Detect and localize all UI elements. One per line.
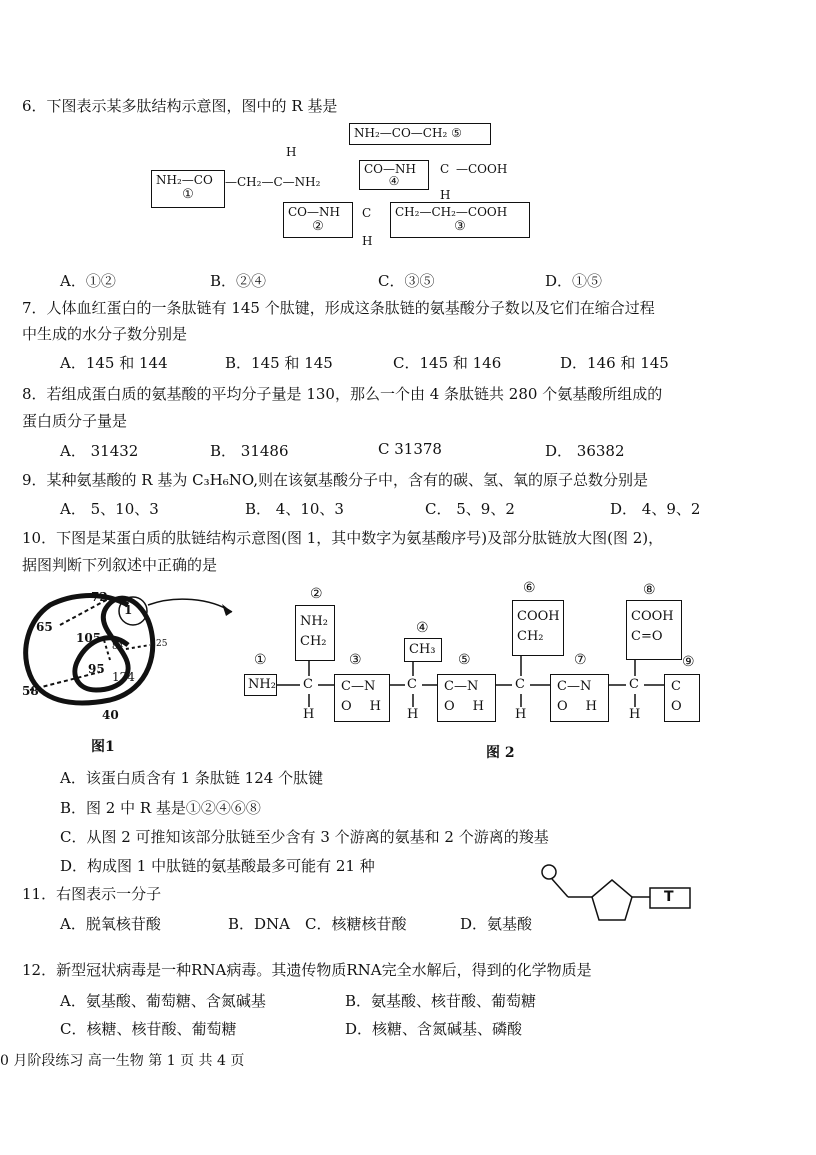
q11-pentose-ring — [592, 880, 632, 920]
q10-fig2-o-9: O — [671, 699, 682, 714]
q10-fig2-o-5: O — [444, 699, 473, 714]
q7-option-c[interactable]: C．145 和 146 — [393, 354, 502, 372]
q6-option-a[interactable]: A．①② — [60, 272, 116, 290]
q10-fig1-num-84: 84 — [112, 642, 124, 652]
q6-c-right: C — [440, 162, 450, 176]
q10-fig2-num-2: ② — [310, 586, 323, 602]
q10-fig2-h-3: H — [369, 699, 400, 714]
q9-option-a[interactable]: A． 5、10、3 — [60, 500, 159, 518]
q10-option-c[interactable]: C．从图 2 可推知该部分肽链至少含有 3 个游离的氨基和 2 个游离的羧基 — [60, 828, 549, 846]
q10-fig2-h-5: H — [472, 699, 503, 714]
q12-option-c[interactable]: C．核糖、核苷酸、葡萄糖 — [60, 1020, 237, 1038]
q9-stem: 9．某种氨基酸的 R 基为 C₃H₆NO,则在该氨基酸分子中，含有的碳、氢、氧的原子总数分别是 — [22, 471, 649, 489]
q10-fig2-peptide-box-5 — [437, 674, 503, 722]
q11-base-t-label: T — [664, 889, 674, 905]
q10-fig2-r2-ch2: CH₂ — [300, 634, 327, 649]
q10-option-a[interactable]: A．该蛋白质含有 1 条肽链 124 个肽键 — [60, 769, 324, 787]
q6-group-3-num: ③ — [454, 219, 466, 234]
q7-option-a[interactable]: A．145 和 144 — [60, 354, 168, 372]
q10-option-d[interactable]: D．构成图 1 中肽链的氨基酸最多可能有 21 种 — [60, 857, 375, 875]
q10-fig2-r8-co: C=O — [631, 629, 663, 644]
q10-fig1-arrow — [148, 599, 232, 612]
q10-fig2-h-3b: H — [515, 707, 527, 722]
q10-fig2-o-7: O — [557, 699, 586, 714]
q10-fig2-r-box-2 — [295, 605, 335, 661]
q6-group-2 — [283, 202, 353, 238]
q12-option-b[interactable]: B．氨基酸、核苷酸、葡萄糖 — [345, 992, 537, 1010]
q10-fig2-r8-cooh: COOH — [631, 609, 674, 624]
q6-c-mid: C — [362, 206, 372, 220]
q10-fig2-num-1: ① — [254, 652, 267, 668]
q8-option-b[interactable]: B． 31486 — [210, 442, 289, 460]
q10-fig2-cn-5: C—N — [444, 679, 479, 694]
q6-h-bottom: H — [362, 234, 373, 248]
q10-fig2-h-2: H — [407, 707, 419, 722]
q10-fig2-num-7: ⑦ — [574, 652, 587, 668]
q11-bond-phosphate — [552, 879, 568, 897]
q10-fig2-r6-ch2: CH₂ — [517, 629, 544, 644]
q6-chain-1: —CH₂—C—NH₂ — [225, 175, 321, 189]
q8-stem-line1: 8．若组成蛋白质的氨基酸的平均分子量是 130，那么一个由 4 条肽链共 280 个氨基酸所组成的 — [22, 385, 663, 403]
q10-fig2-c-9: C — [671, 679, 681, 694]
q8-stem-line2: 蛋白质分子量是 — [22, 412, 128, 430]
q10-fig1-num-40: 40 — [102, 708, 119, 722]
q11-option-d[interactable]: D．氨基酸 — [460, 915, 533, 933]
q10-fig2-num-4: ④ — [416, 620, 429, 636]
q10-fig1-chain-curve — [26, 596, 153, 703]
q6-group-2-text: CO—NH — [288, 205, 340, 219]
q12-stem: 12．新型冠状病毒是一种RNA病毒。其遗传物质RNA完全水解后，得到的化学物质是 — [22, 961, 592, 979]
q10-fig2-h-7: H — [585, 699, 616, 714]
q10-fig1-num-72: 72 — [91, 590, 108, 604]
q10-fig2-h-1: H — [303, 707, 315, 722]
q10-fig2-num-3: ③ — [349, 652, 362, 668]
q10-fig1-num-105: 105 — [76, 631, 102, 645]
q10-fig2-r-box-6 — [512, 600, 564, 656]
q6-option-b[interactable]: B．②④ — [210, 272, 267, 290]
q10-fig2-peptide-box-3 — [334, 674, 400, 722]
q10-fig1-num-25: 25 — [156, 639, 168, 649]
q8-option-d[interactable]: D． 36382 — [545, 442, 625, 460]
q10-fig2-h-4: H — [629, 707, 641, 722]
q7-stem-line1: 7．人体血红蛋白的一条肽链有 145 个肽键，形成这条肽链的氨基酸分子数以及它们在缩合过程 — [22, 299, 655, 317]
q10-fig1-num-1: 1 — [124, 603, 133, 617]
q10-fig1-bond-84-25 — [120, 645, 150, 650]
q6-h-top: H — [286, 145, 297, 159]
q8-option-c[interactable]: C 31378 — [378, 440, 442, 458]
q10-fig2-cn-3: C—N — [341, 679, 376, 694]
q7-option-b[interactable]: B．145 和 145 — [225, 354, 333, 372]
q9-option-c[interactable]: C． 5、9、2 — [425, 500, 515, 518]
q6-group-3 — [390, 202, 530, 238]
q9-option-b[interactable]: B． 4、10、3 — [245, 500, 344, 518]
q7-stem-line2: 中生成的水分子数分别是 — [22, 325, 188, 343]
q10-fig2-cn-7: C—N — [557, 679, 592, 694]
q6-option-d[interactable]: D．①⑤ — [545, 272, 603, 290]
q6-stem: 6．下图表示某多肽结构示意图，图中的 R 基是 — [22, 97, 338, 115]
q6-cooh: —COOH — [456, 162, 508, 176]
q7-option-d[interactable]: D．146 和 145 — [560, 354, 669, 372]
page-footer: 0 月阶段练习 高一生物 第 1 页 共 4 页 — [0, 1053, 245, 1069]
q10-fig2-r6-cooh: COOH — [517, 609, 560, 624]
q9-option-d[interactable]: D． 4、9、2 — [610, 500, 701, 518]
q10-fig1-num-65: 65 — [36, 620, 53, 634]
q10-fig2-peptide-box-7 — [550, 674, 616, 722]
q10-stem-line1: 10．下图是某蛋白质的肽链结构示意图(图 1，其中数字为氨基酸序号)及部分肽链放大图(图 2)， — [22, 529, 664, 547]
q8-option-a[interactable]: A． 31432 — [60, 442, 139, 460]
q11-option-a[interactable]: A．脱氧核苷酸 — [60, 915, 161, 933]
q10-fig2-num-6: ⑥ — [523, 580, 536, 596]
q6-group-3-text: CH₂—CH₂—COOH — [395, 205, 508, 219]
q10-fig2-num-8: ⑧ — [643, 582, 656, 598]
q10-fig2-end-box-9 — [664, 674, 700, 722]
q10-fig1-num-58: 58 — [22, 684, 39, 698]
q12-option-d[interactable]: D．核糖、含氮碱基、磷酸 — [345, 1020, 523, 1038]
q10-fig2-num-5: ⑤ — [458, 652, 471, 668]
q12-option-a[interactable]: A．氨基酸、葡萄糖、含氮碱基 — [60, 992, 266, 1010]
q10-fig2-c-2: C — [407, 677, 417, 692]
q10-fig2-r-box-8 — [626, 600, 682, 660]
q11-phosphate-circle — [542, 865, 556, 879]
q10-fig2-o-3: O — [341, 699, 370, 714]
q10-fig2-c-3: C — [515, 677, 525, 692]
q10-fig1-bond-105 — [104, 640, 110, 660]
q10-fig2-caption: 图 2 — [486, 745, 515, 761]
q10-fig2-c-1: C — [303, 677, 313, 692]
q6-h-right: H — [440, 188, 451, 202]
q6-group-2-num: ② — [312, 219, 324, 234]
q6-group-4 — [359, 160, 429, 190]
q6-group-4-text: CO—NH — [364, 162, 416, 176]
q11-option-c[interactable]: C．核糖核苷酸 — [305, 915, 407, 933]
q6-group-1-num: ① — [182, 187, 194, 202]
q10-fig1-caption: 图1 — [91, 739, 115, 755]
q6-group-4-num: ④ — [388, 174, 400, 188]
q10-fig1-num-124: 124 — [112, 670, 135, 684]
q10-option-b[interactable]: B．图 2 中 R 基是①②④⑥⑧ — [60, 799, 261, 817]
q10-fig2-c-4: C — [629, 677, 639, 692]
q10-fig1-arrowhead — [222, 604, 232, 616]
q6-option-c[interactable]: C．③⑤ — [378, 272, 435, 290]
q10-stem-line2: 据图判断下列叙述中正确的是 — [22, 556, 218, 574]
q6-group-1 — [151, 170, 225, 208]
q10-fig2-r-box-4: CH₃ — [404, 638, 442, 662]
q10-fig1-num-95: 95 — [88, 662, 105, 676]
q6-group-5: NH₂—CO—CH₂ ⑤ — [349, 123, 491, 145]
q11-option-b[interactable]: B．DNA — [228, 915, 291, 933]
q10-fig2-r2-nh2: NH₂ — [300, 614, 328, 629]
q11-stem: 11．右图表示一分子 — [22, 885, 162, 903]
q6-group-1-text: NH₂—CO — [156, 173, 213, 187]
q10-fig2-nh2-box: NH₂ — [244, 674, 277, 696]
q10-fig2-num-9: ⑨ — [682, 654, 695, 670]
